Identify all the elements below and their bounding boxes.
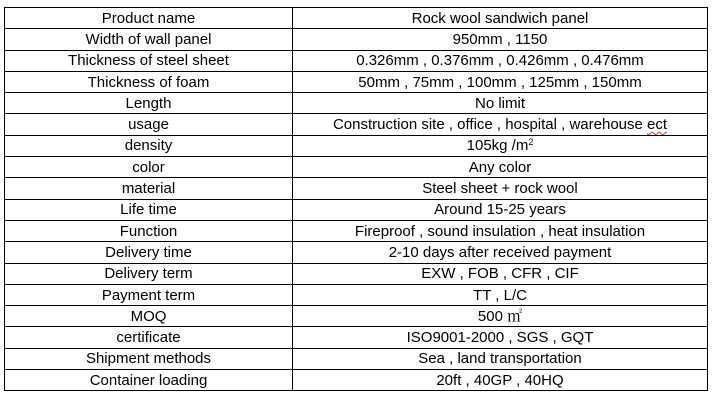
row-value: No limit [293, 93, 708, 114]
table-row [5, 8, 708, 29]
table-row [5, 71, 708, 92]
spelling-flagged-word: ect [647, 116, 668, 134]
row-label: Function [5, 220, 293, 241]
row-value: Fireproof , sound insulation , heat insulation [293, 220, 708, 241]
row-label: Delivery time [5, 242, 293, 263]
row-value: 500 ㎡ [293, 306, 708, 327]
density-superscript: 2 [528, 137, 534, 148]
table-row [5, 93, 708, 114]
table-row [5, 306, 708, 327]
row-value: Any color [293, 157, 708, 178]
row-label: density [5, 135, 293, 156]
row-value [293, 114, 708, 135]
row-value: 2-10 days after received payment [293, 242, 708, 263]
row-value: 950mm , 1150 [293, 29, 708, 50]
table-row [5, 370, 708, 391]
row-value: Around 15-25 years [293, 199, 708, 220]
table-row [5, 327, 708, 348]
row-value: 20ft , 40GP , 40HQ [293, 370, 708, 391]
row-label: MOQ [5, 306, 293, 327]
table-row [5, 114, 708, 135]
table-row [5, 242, 708, 263]
row-label: color [5, 157, 293, 178]
row-value: 0.326mm , 0.376mm , 0.426mm , 0.476mm [293, 50, 708, 71]
row-label: Delivery term [5, 263, 293, 284]
row-value: EXW , FOB , CFR , CIF [293, 263, 708, 284]
row-value: 50mm , 75mm , 100mm , 125mm , 150mm [293, 71, 708, 92]
density-text: 105kg /m [466, 137, 529, 155]
row-value: Sea , land transportation [293, 348, 708, 369]
row-label: Length [5, 93, 293, 114]
table-row [5, 178, 708, 199]
row-value: Rock wool sandwich panel [293, 8, 708, 29]
row-value: Steel sheet + rock wool [293, 178, 708, 199]
row-label: Life time [5, 199, 293, 220]
table-row [5, 135, 708, 156]
row-label: certificate [5, 327, 293, 348]
row-label: Container loading [5, 370, 293, 391]
table-row [5, 29, 708, 50]
table-row [5, 199, 708, 220]
product-spec-table [4, 7, 708, 391]
row-value: ISO9001-2000 , SGS , GQT [293, 327, 708, 348]
row-value [293, 135, 708, 156]
row-label: usage [5, 114, 293, 135]
table-row [5, 284, 708, 305]
table-row [5, 50, 708, 71]
row-label: Payment term [5, 284, 293, 305]
table-row [5, 220, 708, 241]
row-label: Thickness of foam [5, 71, 293, 92]
usage-text: Construction site , office , hospital , warehouse [332, 116, 648, 134]
table-row [5, 263, 708, 284]
row-value: TT , L/C [293, 284, 708, 305]
row-label: Width of wall panel [5, 29, 293, 50]
row-label: Shipment methods [5, 348, 293, 369]
table-row [5, 157, 708, 178]
row-label: Thickness of steel sheet [5, 50, 293, 71]
row-label: Product name [5, 8, 293, 29]
table-row [5, 348, 708, 369]
row-label: material [5, 178, 293, 199]
